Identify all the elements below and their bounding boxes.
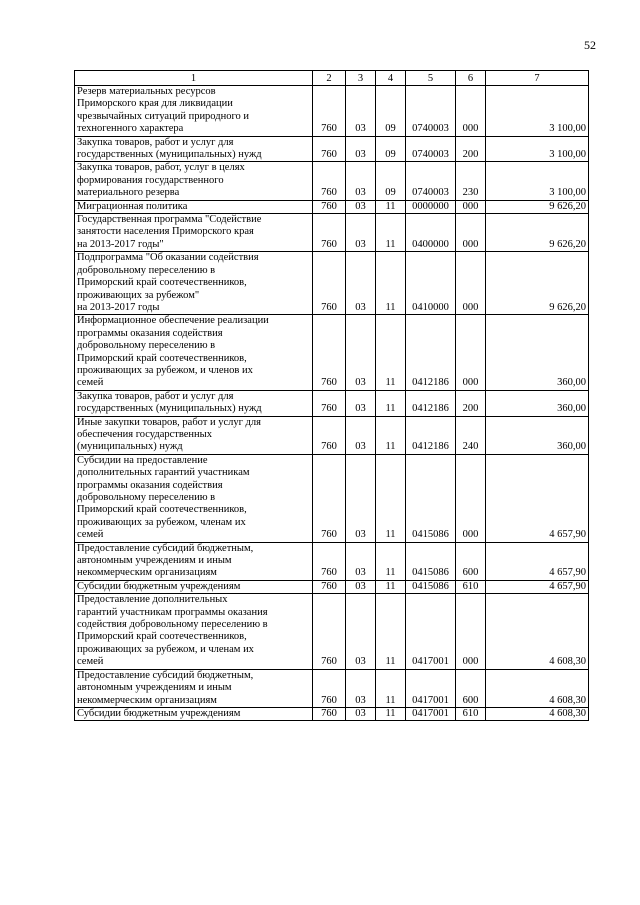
amount-cell: 3 100,00 — [486, 86, 589, 137]
header-cell: 5 — [406, 71, 456, 86]
page-number: 52 — [584, 38, 596, 52]
target-article-cell: 0000000 — [406, 200, 456, 213]
amount-cell: 360,00 — [486, 416, 589, 454]
expense-type-cell: 610 — [456, 707, 486, 720]
ministry-code-cell: 760 — [313, 136, 346, 162]
target-article-cell: 0417001 — [406, 707, 456, 720]
amount-cell: 3 100,00 — [486, 162, 589, 200]
item-name-cell: Резерв материальных ресурсов Приморского края для ликвидации чрезвычайных ситуаций природного и техногенного характера — [75, 86, 313, 137]
ministry-code-cell: 760 — [313, 580, 346, 593]
item-name-cell: Информационное обеспечение реализации программы оказания содействия добровольному переселению в Приморский край соотечественников, проживающих за рубежом, и членов их семей — [75, 315, 313, 390]
expense-type-cell: 610 — [456, 580, 486, 593]
section-code-cell: 03 — [346, 454, 376, 542]
subsection-code-cell: 11 — [376, 454, 406, 542]
item-name-cell: Закупка товаров, работ и услуг для государственных (муниципальных) нужд — [75, 136, 313, 162]
table-row — [75, 669, 589, 707]
subsection-code-cell: 11 — [376, 214, 406, 252]
ministry-code-cell: 760 — [313, 669, 346, 707]
expense-type-cell: 000 — [456, 86, 486, 137]
ministry-code-cell: 760 — [313, 200, 346, 213]
ministry-code-cell: 760 — [313, 390, 346, 416]
subsection-code-cell: 11 — [376, 580, 406, 593]
amount-cell: 4 608,30 — [486, 594, 589, 669]
table-row — [75, 200, 589, 213]
target-article-cell: 0412186 — [406, 315, 456, 390]
target-article-cell: 0417001 — [406, 669, 456, 707]
amount-cell: 3 100,00 — [486, 136, 589, 162]
target-article-cell: 0412186 — [406, 416, 456, 454]
header-cell: 4 — [376, 71, 406, 86]
subsection-code-cell: 11 — [376, 594, 406, 669]
ministry-code-cell: 760 — [313, 416, 346, 454]
section-code-cell: 03 — [346, 86, 376, 137]
section-code-cell: 03 — [346, 214, 376, 252]
amount-cell: 4 657,90 — [486, 580, 589, 593]
header-cell: 6 — [456, 71, 486, 86]
item-name-cell: Миграционная политика — [75, 200, 313, 213]
target-article-cell: 0740003 — [406, 136, 456, 162]
section-code-cell: 03 — [346, 669, 376, 707]
table-row — [75, 580, 589, 593]
item-name-cell: Подпрограмма "Об оказании содействия добровольному переселению в Приморский край соотечественников, проживающих за рубежом" на 2013-2017 годы — [75, 252, 313, 315]
subsection-code-cell: 11 — [376, 669, 406, 707]
amount-cell: 4 657,90 — [486, 454, 589, 542]
header-cell: 7 — [486, 71, 589, 86]
section-code-cell: 03 — [346, 315, 376, 390]
section-code-cell: 03 — [346, 416, 376, 454]
target-article-cell: 0415086 — [406, 454, 456, 542]
table-row — [75, 454, 589, 542]
ministry-code-cell: 760 — [313, 542, 346, 580]
item-name-cell: Предоставление субсидий бюджетным, автономным учреждениям и иным некоммерческим организациям — [75, 669, 313, 707]
table-row — [75, 136, 589, 162]
subsection-code-cell: 09 — [376, 136, 406, 162]
table-row — [75, 252, 589, 315]
expense-type-cell: 240 — [456, 416, 486, 454]
expense-type-cell: 600 — [456, 669, 486, 707]
target-article-cell: 0740003 — [406, 86, 456, 137]
table-row — [75, 315, 589, 390]
section-code-cell: 03 — [346, 542, 376, 580]
budget-table — [74, 70, 589, 721]
expense-type-cell: 000 — [456, 594, 486, 669]
section-code-cell: 03 — [346, 200, 376, 213]
target-article-cell: 0415086 — [406, 580, 456, 593]
section-code-cell: 03 — [346, 707, 376, 720]
ministry-code-cell: 760 — [313, 86, 346, 137]
table-body — [75, 86, 589, 721]
expense-type-cell: 600 — [456, 542, 486, 580]
amount-cell: 4 608,30 — [486, 707, 589, 720]
table-row — [75, 542, 589, 580]
table-row — [75, 707, 589, 720]
amount-cell: 360,00 — [486, 390, 589, 416]
ministry-code-cell: 760 — [313, 454, 346, 542]
header-cell: 3 — [346, 71, 376, 86]
subsection-code-cell: 11 — [376, 542, 406, 580]
section-code-cell: 03 — [346, 580, 376, 593]
expense-type-cell: 230 — [456, 162, 486, 200]
target-article-cell: 0417001 — [406, 594, 456, 669]
ministry-code-cell: 760 — [313, 315, 346, 390]
subsection-code-cell: 11 — [376, 200, 406, 213]
section-code-cell: 03 — [346, 136, 376, 162]
item-name-cell: Субсидии на предоставление дополнительных гарантий участникам программы оказания содействия добровольному переселению в Приморский край соотечественников, проживающих за рубежом, членам их семей — [75, 454, 313, 542]
subsection-code-cell: 11 — [376, 416, 406, 454]
expense-type-cell: 000 — [456, 315, 486, 390]
target-article-cell: 0415086 — [406, 542, 456, 580]
ministry-code-cell: 760 — [313, 214, 346, 252]
amount-cell: 9 626,20 — [486, 200, 589, 213]
item-name-cell: Закупка товаров, работ, услуг в целях формирования государственного материального резерва — [75, 162, 313, 200]
subsection-code-cell: 11 — [376, 707, 406, 720]
subsection-code-cell: 11 — [376, 252, 406, 315]
table-row — [75, 86, 589, 137]
item-name-cell: Предоставление субсидий бюджетным, автономным учреждениям и иным некоммерческим организациям — [75, 542, 313, 580]
target-article-cell: 0410000 — [406, 252, 456, 315]
subsection-code-cell: 09 — [376, 86, 406, 137]
item-name-cell: Субсидии бюджетным учреждениям — [75, 707, 313, 720]
expense-type-cell: 000 — [456, 252, 486, 315]
subsection-code-cell: 11 — [376, 390, 406, 416]
amount-cell: 9 626,20 — [486, 252, 589, 315]
ministry-code-cell: 760 — [313, 594, 346, 669]
table-row — [75, 162, 589, 200]
section-code-cell: 03 — [346, 594, 376, 669]
amount-cell: 9 626,20 — [486, 214, 589, 252]
header-cell: 1 — [75, 71, 313, 86]
table-row — [75, 214, 589, 252]
target-article-cell: 0412186 — [406, 390, 456, 416]
target-article-cell: 0400000 — [406, 214, 456, 252]
subsection-code-cell: 11 — [376, 315, 406, 390]
target-article-cell: 0740003 — [406, 162, 456, 200]
expense-type-cell: 000 — [456, 200, 486, 213]
item-name-cell: Иные закупки товаров, работ и услуг для обеспечения государственных (муниципальных) нужд — [75, 416, 313, 454]
table-row — [75, 390, 589, 416]
amount-cell: 4 657,90 — [486, 542, 589, 580]
expense-type-cell: 200 — [456, 136, 486, 162]
ministry-code-cell: 760 — [313, 707, 346, 720]
item-name-cell: Закупка товаров, работ и услуг для государственных (муниципальных) нужд — [75, 390, 313, 416]
expense-type-cell: 200 — [456, 390, 486, 416]
header-row — [75, 71, 589, 86]
ministry-code-cell: 760 — [313, 252, 346, 315]
expense-type-cell: 000 — [456, 454, 486, 542]
expense-type-cell: 000 — [456, 214, 486, 252]
item-name-cell: Государственная программа "Содействие занятости населения Приморского края на 2013-2017 годы" — [75, 214, 313, 252]
amount-cell: 4 608,30 — [486, 669, 589, 707]
subsection-code-cell: 09 — [376, 162, 406, 200]
section-code-cell: 03 — [346, 162, 376, 200]
header-cell: 2 — [313, 71, 346, 86]
section-code-cell: 03 — [346, 390, 376, 416]
item-name-cell: Предоставление дополнительных гарантий участникам программы оказания содействия добровольному переселению в Приморский край соотечественников, проживающих за рубежом, и членам их семей — [75, 594, 313, 669]
item-name-cell: Субсидии бюджетным учреждениям — [75, 580, 313, 593]
section-code-cell: 03 — [346, 252, 376, 315]
amount-cell: 360,00 — [486, 315, 589, 390]
table-row — [75, 594, 589, 669]
table-row — [75, 416, 589, 454]
ministry-code-cell: 760 — [313, 162, 346, 200]
